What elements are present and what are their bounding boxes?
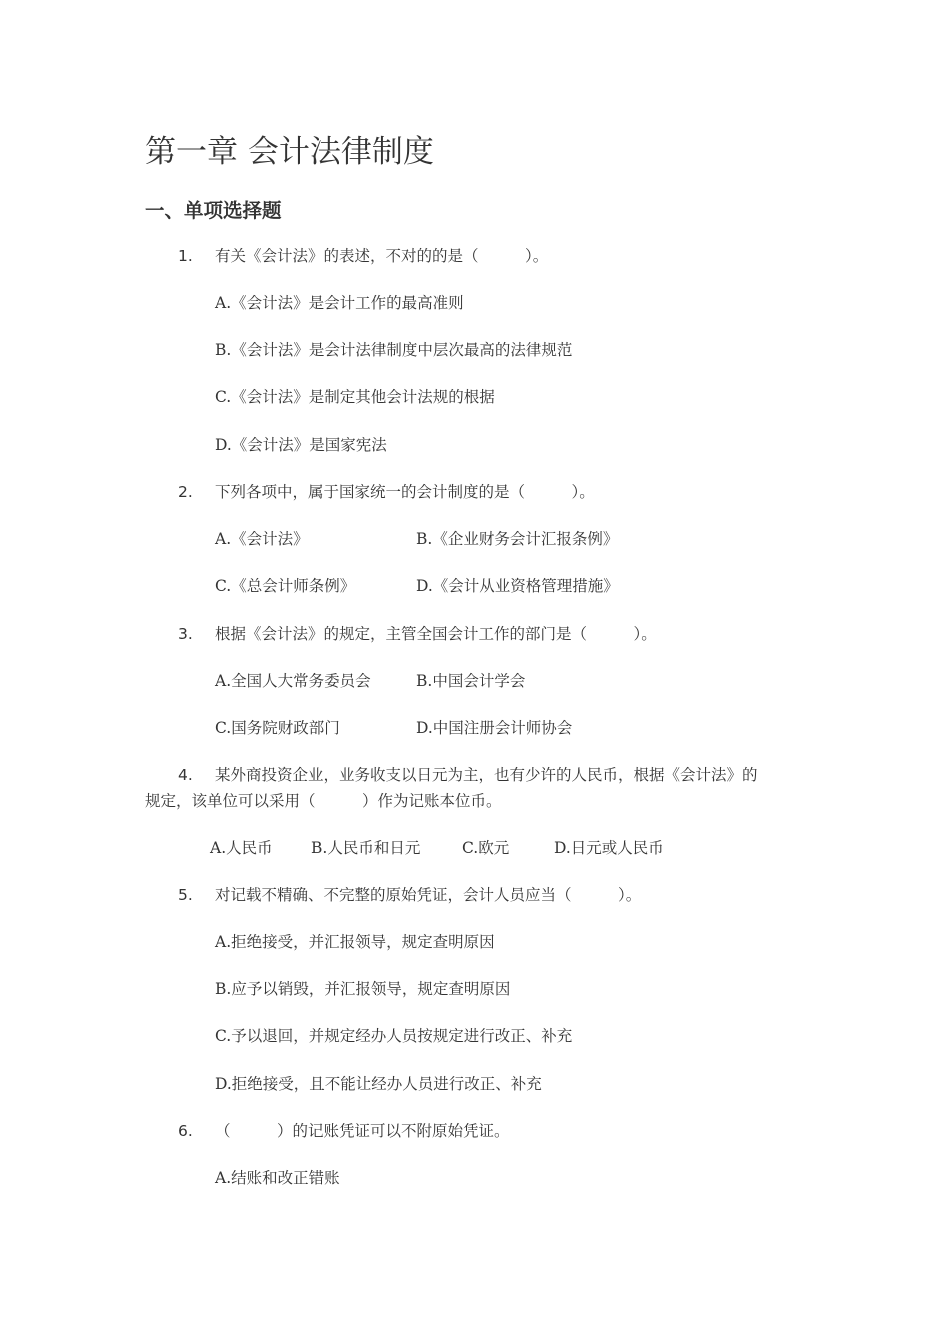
question-text: 下列各项中，属于国家统一的会计制度的是（ ）。 xyxy=(215,483,595,501)
option-a: A.结账和改正错账 xyxy=(215,1169,340,1187)
option-d: D.日元或人民币 xyxy=(554,839,664,857)
question-text: 有关《会计法》的表述，不对的的是（ ）。 xyxy=(215,247,549,265)
option-d: D.《会计从业资格管理措施》 xyxy=(416,577,619,595)
question-number: 1. xyxy=(178,247,193,265)
option-c: C.予以退回，并规定经办人员按规定进行改正、补充 xyxy=(215,1027,573,1045)
option-c: C.国务院财政部门 xyxy=(215,719,340,737)
option-a: A.《会计法》是会计工作的最高准则 xyxy=(215,294,464,312)
question-text: 对记载不精确、不完整的原始凭证，会计人员应当（ ）。 xyxy=(215,886,642,904)
option-b: B.中国会计学会 xyxy=(416,672,526,690)
option-b: B.应予以销毁，并汇报领导，规定查明原因 xyxy=(215,980,511,998)
option-b: B.《企业财务会计汇报条例》 xyxy=(416,530,619,548)
option-a: A.人民币 xyxy=(210,839,273,857)
question-text: （ ）的记账凭证可以不附原始凭证。 xyxy=(215,1122,510,1140)
question-number: 2. xyxy=(178,483,193,501)
option-a: A.《会计法》 xyxy=(215,530,309,548)
question-number: 6. xyxy=(178,1122,193,1140)
chapter-title: 第一章 会计法律制度 xyxy=(145,134,434,170)
option-d: D.中国注册会计师协会 xyxy=(416,719,573,737)
option-b: B.人民币和日元 xyxy=(311,839,421,857)
section-heading: 一、单项选择题 xyxy=(145,199,282,222)
question-text-line-2: 规定，该单位可以采用（ ）作为记账本位币。 xyxy=(145,792,502,810)
option-d: D.拒绝接受，且不能让经办人员进行改正、补充 xyxy=(215,1075,542,1093)
option-a: A.全国人大常务委员会 xyxy=(215,672,371,690)
question-number: 3. xyxy=(178,625,193,643)
question-number: 4. xyxy=(178,766,193,784)
option-c: C.《总会计师条例》 xyxy=(215,577,356,595)
option-a: A.拒绝接受，并汇报领导，规定查明原因 xyxy=(215,933,495,951)
question-number: 5. xyxy=(178,886,193,904)
option-b: B.《会计法》是会计法律制度中层次最高的法律规范 xyxy=(215,341,573,359)
question-text-line-1: 某外商投资企业，业务收支以日元为主，也有少许的人民币，根据《会计法》的 xyxy=(215,766,758,784)
question-text: 根据《会计法》的规定，主管全国会计工作的部门是（ ）。 xyxy=(215,625,657,643)
option-c: C.《会计法》是制定其他会计法规的根据 xyxy=(215,388,495,406)
option-d: D.《会计法》是国家宪法 xyxy=(215,436,387,454)
option-c: C.欧元 xyxy=(462,839,510,857)
